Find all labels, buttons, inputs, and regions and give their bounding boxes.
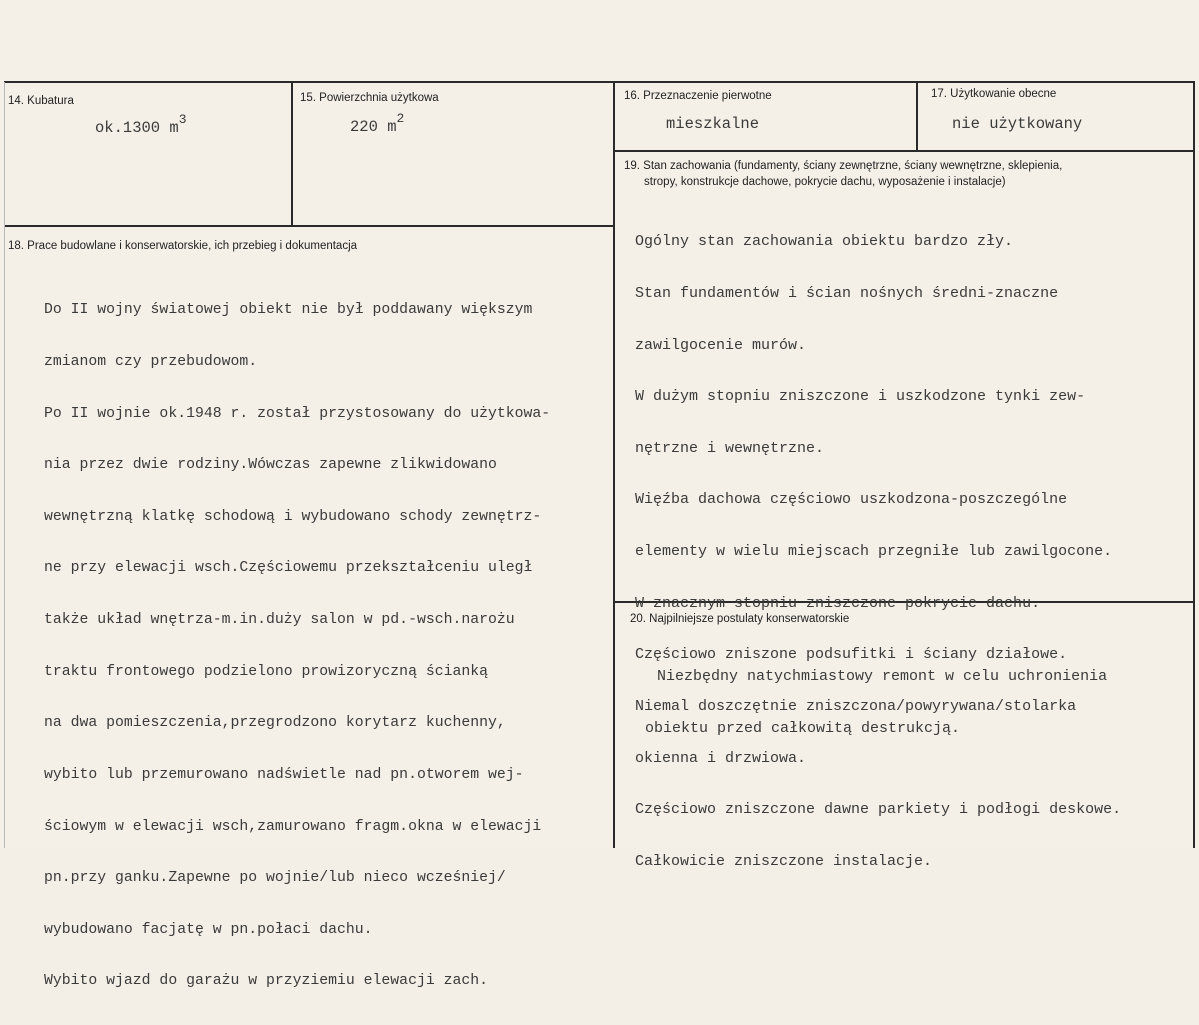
prace-line: na dwa pomieszczenia,przegrodzono korytarz kuchenny,	[44, 715, 506, 732]
stan-line: W dużym stopniu zniszczone i uszkodzone tynki zew-	[635, 388, 1086, 406]
divider-14-15	[291, 82, 293, 226]
stan-label-line2: stropy, konstrukcje dachowe, pokrycie dachu, wyposażenie i instalacje)	[644, 176, 1006, 188]
przeznaczenie-label: 16. Przeznaczenie pierwotne	[624, 90, 772, 102]
powierzchnia-number: 220 m	[350, 118, 397, 137]
stan-text	[635, 199, 1121, 904]
prace-line: także układ wnętrza-m.in.duży salon w pd.-wsch.narożu	[44, 612, 515, 629]
left-edge	[4, 82, 5, 848]
kubatura-number: ok.1300 m	[95, 119, 179, 138]
stan-line: elementy w wielu miejscach przegniłe lub zawilgocone.	[635, 543, 1113, 561]
prace-line: Do II wojny światowej obiekt nie był poddawany większym	[44, 302, 533, 319]
prace-text	[44, 268, 550, 1025]
postulaty-label: 20. Najpilniejsze postulaty konserwatorskie	[630, 613, 850, 625]
prace-line: traktu frontowego podzielono prowizoryczną ścianką	[44, 663, 488, 680]
top-rule	[4, 81, 1195, 83]
stan-line: Ogólny stan zachowania obiektu bardzo zły.	[635, 233, 1014, 251]
stan-line: Więźba dachowa częściowo uszkodzona-poszczególne	[635, 491, 1068, 509]
stan-line: Stan fundamentów i ścian nośnych średni-znaczne	[635, 285, 1059, 303]
prace-line: wybudowano facjatę w pn.połaci dachu.	[44, 921, 373, 938]
stan-line: zawilgocenie murów.	[635, 336, 807, 354]
postulaty-line: obiektu przed całkowitą destrukcją.	[645, 720, 961, 738]
stan-line: Częściowo zniszone podsufitki i ściany działowe.	[635, 646, 1068, 664]
prace-line: pn.przy ganku.Zapewne po wojnie/lub nieco wcześniej/	[44, 870, 506, 887]
powierzchnia-label: 15. Powierzchnia użytkowa	[300, 92, 439, 104]
powierzchnia-exponent: 2	[396, 111, 405, 126]
uzytkowanie-value: nie użytkowany	[952, 115, 1083, 133]
kubatura-exponent: 3	[178, 112, 187, 127]
stan-line: Niemal doszczętnie zniszczona/powyrywana/stolarka	[635, 697, 1077, 715]
prace-line: nia przez dwie rodziny.Wówczas zapewne zlikwidowano	[44, 457, 497, 474]
stan-label-line1: 19. Stan zachowania (fundamenty, ściany zewnętrzne, ściany wewnętrzne, sklepienia,	[624, 160, 1063, 172]
kubatura-value	[95, 112, 187, 138]
divider-16-17	[916, 82, 918, 150]
prace-line: ściowym w elewacji wsch,zamurowano fragm.okna w elewacji	[44, 818, 542, 835]
przeznaczenie-value: mieszkalne	[666, 115, 760, 133]
kubatura-label: 14. Kubatura	[8, 95, 74, 107]
prace-line: ne przy elewacji wsch.Częściowemu przekształceniu uległ	[44, 560, 533, 577]
prace-line: wybito lub przemurowano nadświetle nad pn.otworem wej-	[44, 766, 524, 783]
stan-line: W znacznym stopniu zniszczone pokrycie dachu.	[635, 594, 1041, 612]
prace-line: wewnętrzną klatkę schodową i wybudowano schody zewnętrz-	[44, 508, 542, 525]
stan-line: Całkowicie zniszczone instalacje.	[635, 852, 933, 870]
stan-line: nętrzne i wewnętrzne.	[635, 439, 825, 457]
stan-line: okienna i drzwiowa.	[635, 749, 807, 767]
right-edge	[1193, 82, 1195, 848]
uzytkowanie-label: 17. Użytkowanie obecne	[931, 88, 1057, 100]
postulaty-text	[645, 634, 1107, 772]
rule-below-16-17	[614, 150, 1195, 152]
divider-left-right	[613, 82, 615, 848]
prace-line: Po II wojnie ok.1948 r. został przystosowany do użytkowa-	[44, 405, 551, 422]
rule-below-14-15	[4, 225, 615, 227]
stan-line: Częściowo zniszczone dawne parkiety i podłogi deskowe.	[635, 801, 1122, 819]
prace-line: zmianom czy przebudowom.	[44, 354, 258, 371]
postulaty-line: Niezbędny natychmiastowy remont w celu uchronienia	[657, 668, 1108, 686]
prace-line: Wybito wjazd do garażu w przyziemiu elewacji zach.	[44, 973, 488, 990]
prace-label: 18. Prace budowlane i konserwatorskie, ich przebieg i dokumentacja	[8, 240, 358, 252]
powierzchnia-value	[350, 111, 405, 137]
